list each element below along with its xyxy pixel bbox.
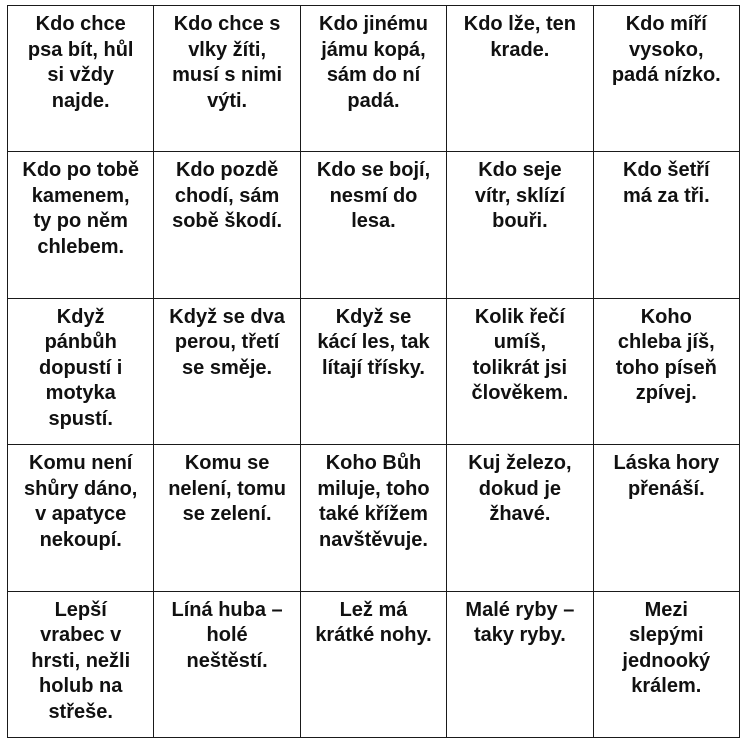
proverb-text: Kdo chce psa bít, hůl si vždy najde. bbox=[27, 13, 134, 112]
proverb-text: Koho Bůh miluje, toho také křížem navštěvuje. bbox=[317, 452, 430, 551]
proverb-text: Kdo se bojí, nesmí do lesa. bbox=[316, 159, 431, 233]
table-cell bbox=[447, 152, 593, 298]
proverb-text: Když se dva perou, třetí se směje. bbox=[169, 305, 285, 379]
table-cell bbox=[301, 445, 447, 591]
table-cell bbox=[301, 592, 447, 738]
proverb-text: Kdo pozdě chodí, sám sobě škodí. bbox=[172, 159, 283, 233]
table-cell bbox=[594, 6, 740, 152]
table-cell bbox=[301, 152, 447, 298]
table-cell bbox=[8, 6, 154, 152]
proverb-text: Kdo míří vysoko, padá nízko. bbox=[611, 13, 721, 86]
proverb-text: Komu se nelení, tomu se zelení. bbox=[168, 452, 286, 526]
table-cell bbox=[8, 445, 154, 591]
proverb-text: Komu není shůry dáno, v apatyce nekoupí. bbox=[24, 452, 138, 551]
table-cell bbox=[447, 299, 593, 445]
table-cell bbox=[154, 299, 300, 445]
proverb-text: Kdo seje vítr, sklízí bouři. bbox=[474, 159, 565, 233]
table-cell bbox=[594, 299, 740, 445]
table-cell bbox=[154, 6, 300, 152]
table-cell bbox=[594, 152, 740, 298]
proverb-text: Koho chleba jíš, toho píseň zpívej. bbox=[615, 305, 717, 405]
proverb-text: Kdo šetří má za tři. bbox=[622, 159, 710, 207]
proverb-text: Lež má krátké nohy. bbox=[315, 598, 432, 647]
table-cell bbox=[301, 6, 447, 152]
proverb-table bbox=[7, 5, 740, 738]
proverb-text: Když pánbůh dopustí i motyka spustí. bbox=[39, 305, 123, 430]
table-cell bbox=[8, 152, 154, 298]
table-cell bbox=[594, 445, 740, 591]
proverb-text: Kolik řečí umíš, tolikrát jsi člověkem. bbox=[471, 305, 569, 405]
table-cell bbox=[594, 592, 740, 738]
table-cell bbox=[8, 299, 154, 445]
table-cell bbox=[154, 592, 300, 738]
proverb-text: Když se kácí les, tak lítají třísky. bbox=[317, 305, 430, 379]
proverb-text: Kdo jinému jámu kopá, sám do ní padá. bbox=[319, 13, 428, 112]
table-cell bbox=[447, 6, 593, 152]
table-cell bbox=[301, 299, 447, 445]
proverb-text: Kdo lže, ten krade. bbox=[463, 13, 576, 61]
proverb-text: Kdo po tobě kamenem, ty po něm chlebem. bbox=[22, 159, 140, 258]
proverb-text: Líná huba – holé neštěstí. bbox=[171, 598, 283, 672]
table-cell bbox=[154, 445, 300, 591]
proverb-text: Láska hory přenáší. bbox=[613, 452, 720, 500]
table-cell bbox=[447, 445, 593, 591]
proverb-text: Kuj železo, dokud je žhavé. bbox=[468, 452, 572, 526]
proverb-text: Mezi slepými jednooký králem. bbox=[622, 598, 711, 698]
proverb-text: Malé ryby – taky ryby. bbox=[465, 598, 575, 647]
proverb-text: Kdo chce s vlky žíti, musí s nimi výti. bbox=[172, 13, 283, 112]
proverb-text: Lepší vrabec v hrsti, nežli holub na střeše. bbox=[31, 598, 131, 723]
table-cell bbox=[154, 152, 300, 298]
table-cell bbox=[447, 592, 593, 738]
table-cell bbox=[8, 592, 154, 738]
